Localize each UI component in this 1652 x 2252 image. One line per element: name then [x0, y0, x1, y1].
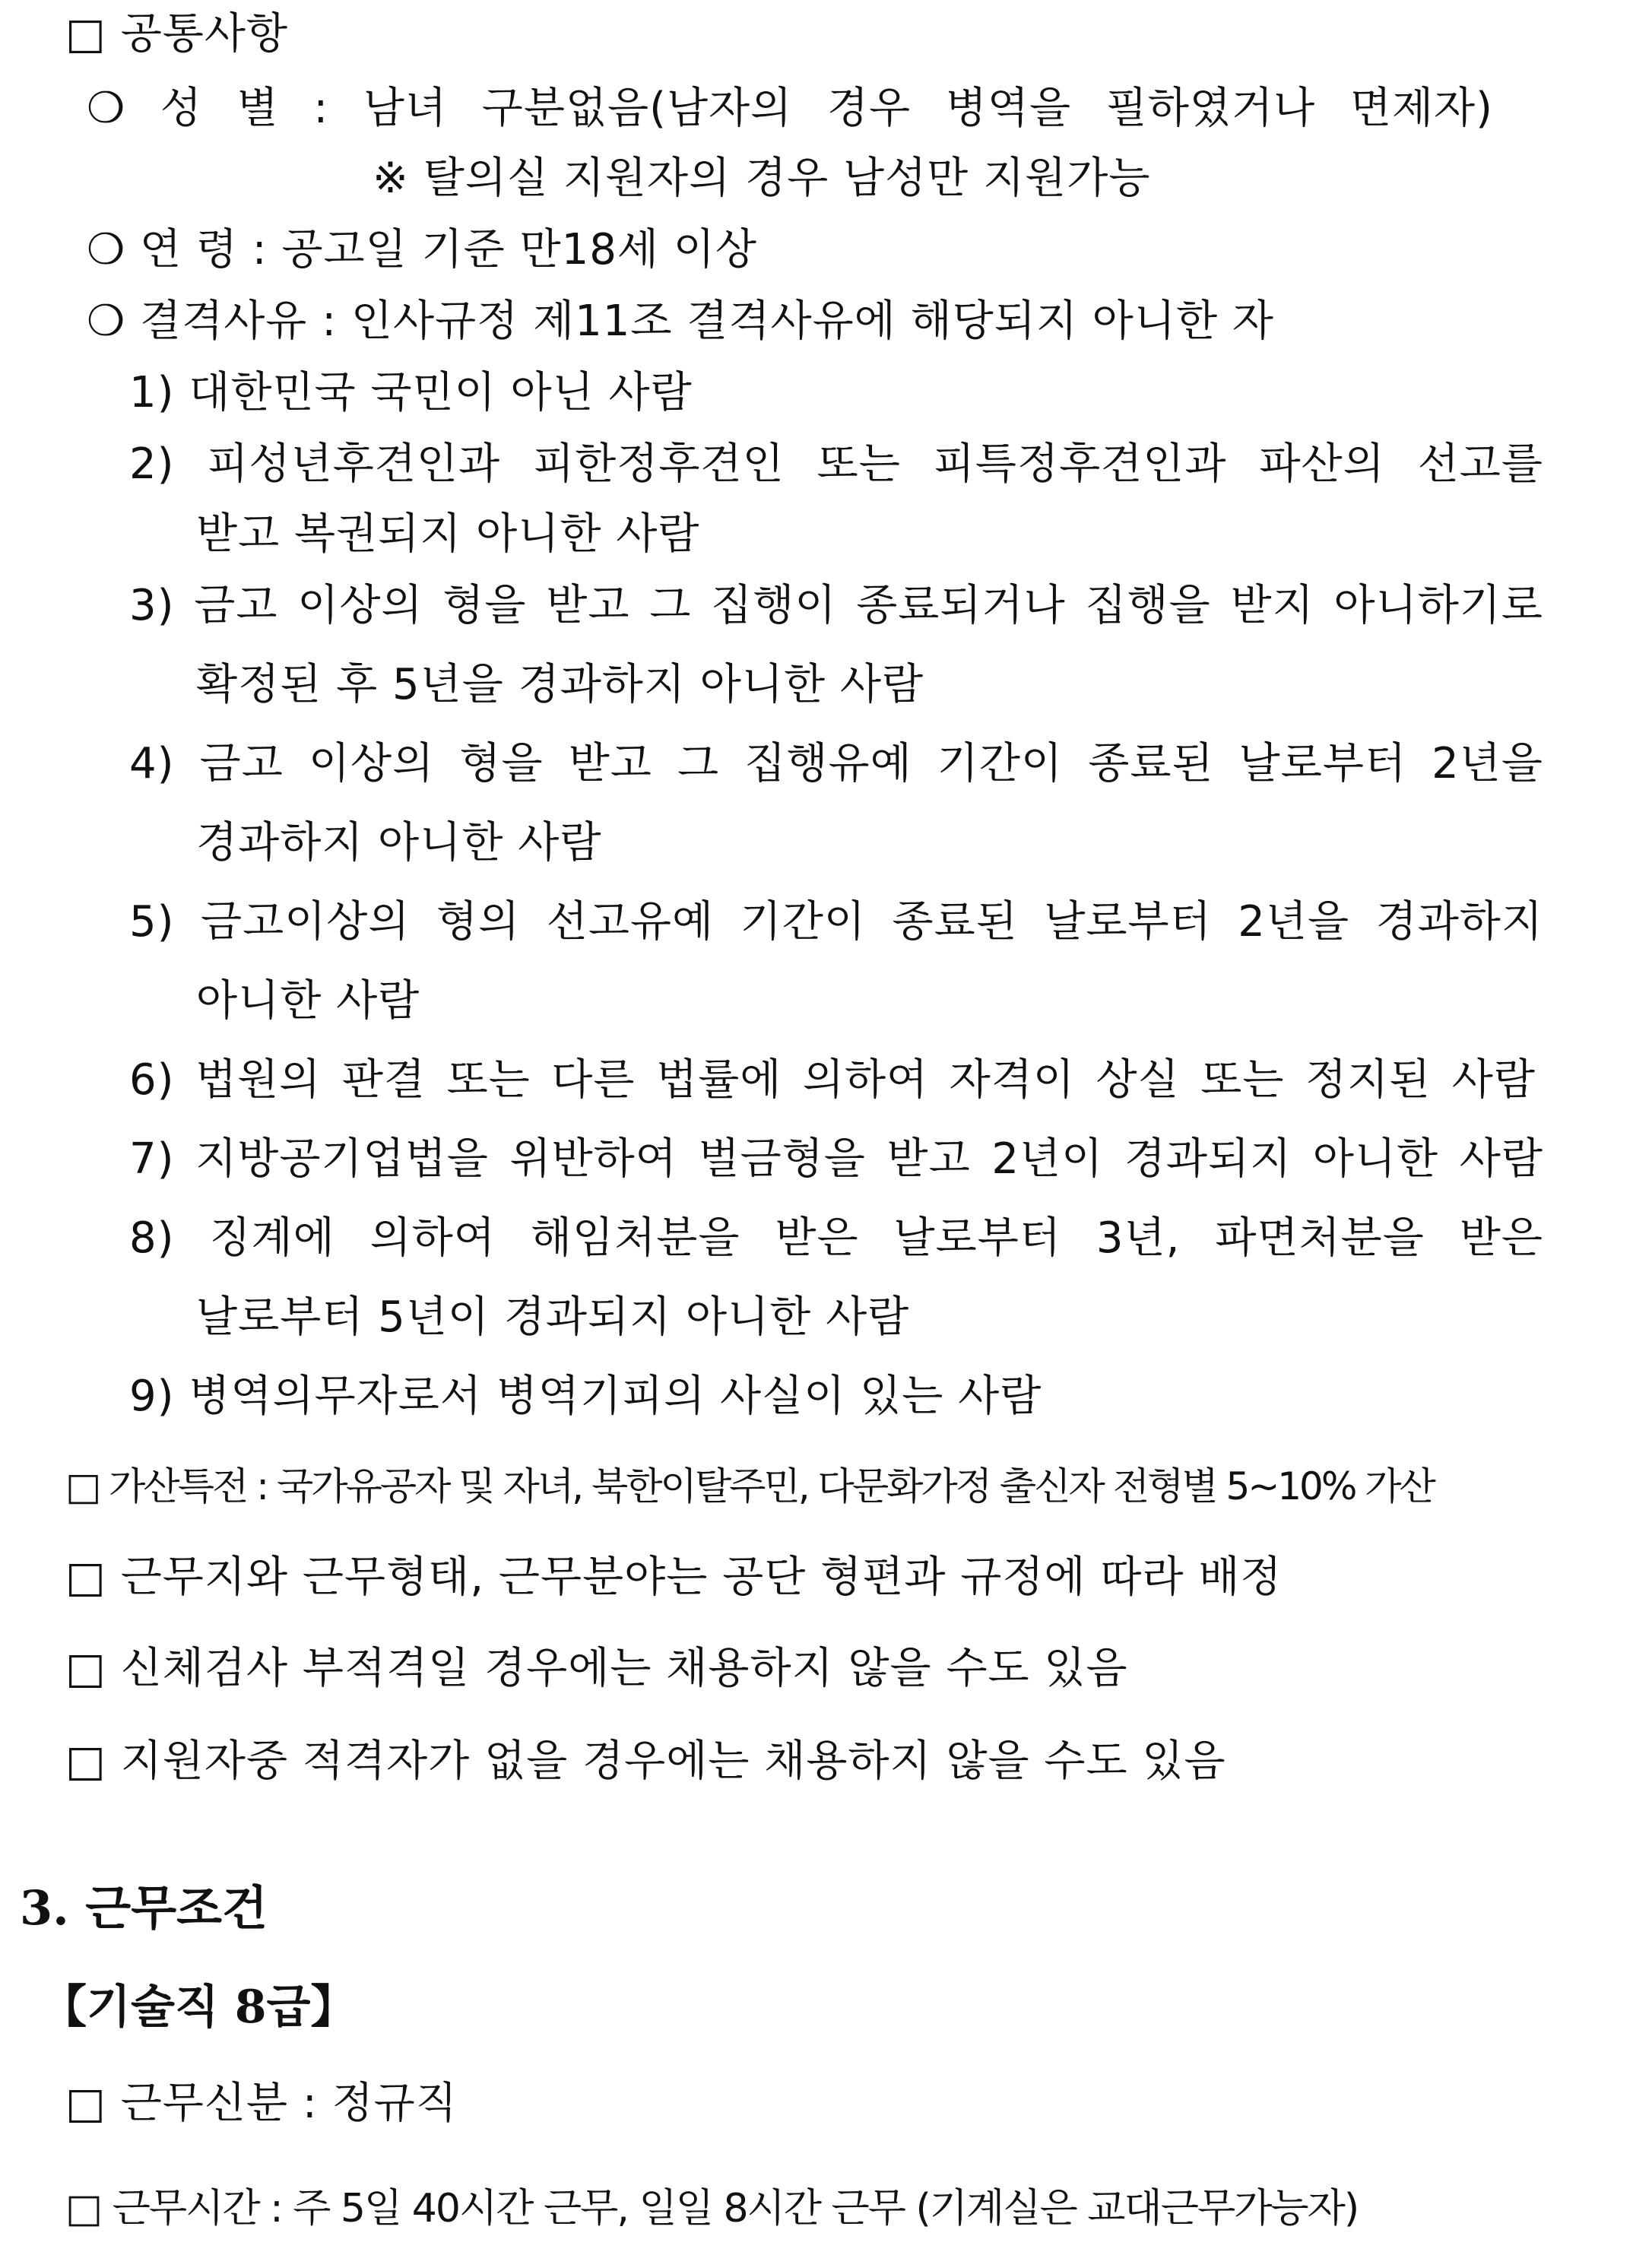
disqualification-line: ❍ 결격사유 : 인사규정 제11조 결격사유에 해당되지 아니한 자 [87, 297, 1274, 346]
disq-item-3-cont: 확정된 후 5년을 경과하지 아니한 사람 [196, 660, 924, 709]
disq-item-8: 8) 징계에 의하여 해임처분을 받은 날로부터 3년, 파면처분을 받은 [129, 1213, 1543, 1263]
age-line: ❍ 연 령 : 공고일 기준 만18세 이상 [87, 225, 757, 274]
workplace-line: □ 근무지와 근무형태, 근무분야는 공단 형편과 규정에 따라 배정 [65, 1553, 1283, 1602]
physical-line: □ 신체검사 부적격일 경우에는 채용하지 않을 수도 있음 [65, 1644, 1128, 1693]
work-hours-line: □ 근무시간 : 주 5일 40시간 근무, 일일 8시간 근무 (기계실은 교대근무가능자) [65, 2186, 1359, 2231]
bonus-line: □ 가산특전 : 국가유공자 및 자녀, 북한이탈주민, 다문화가정 출신자 전형별 5~10% 가산 [65, 1464, 1434, 1508]
work-status-line: □ 근무신분 : 정규직 [65, 2079, 458, 2128]
gender-note: ※ 탈의실 지원자의 경우 남성만 지원가능 [373, 154, 1151, 203]
disq-item-8-cont: 날로부터 5년이 경과되지 아니한 사람 [196, 1293, 910, 1342]
disq-item-5: 5) 금고이상의 형의 선고유예 기간이 종료된 날로부터 2년을 경과하지 [129, 897, 1543, 947]
section-3-heading: 3. 근무조건 [20, 1880, 268, 1936]
disq-item-3: 3) 금고 이상의 형을 받고 그 집행이 종료되거나 집행을 받지 아니하기로 [129, 581, 1543, 630]
disq-item-2-cont: 받고 복권되지 아니한 사람 [196, 509, 700, 559]
common-title: □ 공통사항 [65, 9, 289, 59]
disq-item-1: 1) 대한민국 국민이 아닌 사람 [129, 368, 693, 417]
disq-item-2: 2) 피성년후견인과 피한정후견인 또는 피특정후견인과 파산의 선고를 [129, 439, 1543, 489]
disq-item-4: 4) 금고 이상의 형을 받고 그 집행유예 기간이 종료된 날로부터 2년을 [129, 739, 1543, 788]
gender-line: ❍ 성 별 : 남녀 구분없음(남자의 경우 병역을 필하였거나 면제자) [87, 84, 1493, 133]
disq-item-4-cont: 경과하지 아니한 사람 [196, 818, 602, 867]
tech-grade-8-heading: 【기술직 8급】 [41, 1981, 357, 2034]
disq-item-5-cont: 아니한 사람 [196, 976, 420, 1026]
no-qualified-line: □ 지원자중 적격자가 없을 경우에는 채용하지 않을 수도 있음 [65, 1737, 1226, 1786]
disq-item-7: 7) 지방공기업법을 위반하여 벌금형을 받고 2년이 경과되지 아니한 사람 [129, 1134, 1543, 1184]
disq-item-9: 9) 병역의무자로서 병역기피의 사실이 있는 사람 [129, 1372, 1042, 1421]
disq-item-6: 6) 법원의 판결 또는 다른 법률에 의하여 자격이 상실 또는 정지된 사람 [129, 1055, 1536, 1105]
